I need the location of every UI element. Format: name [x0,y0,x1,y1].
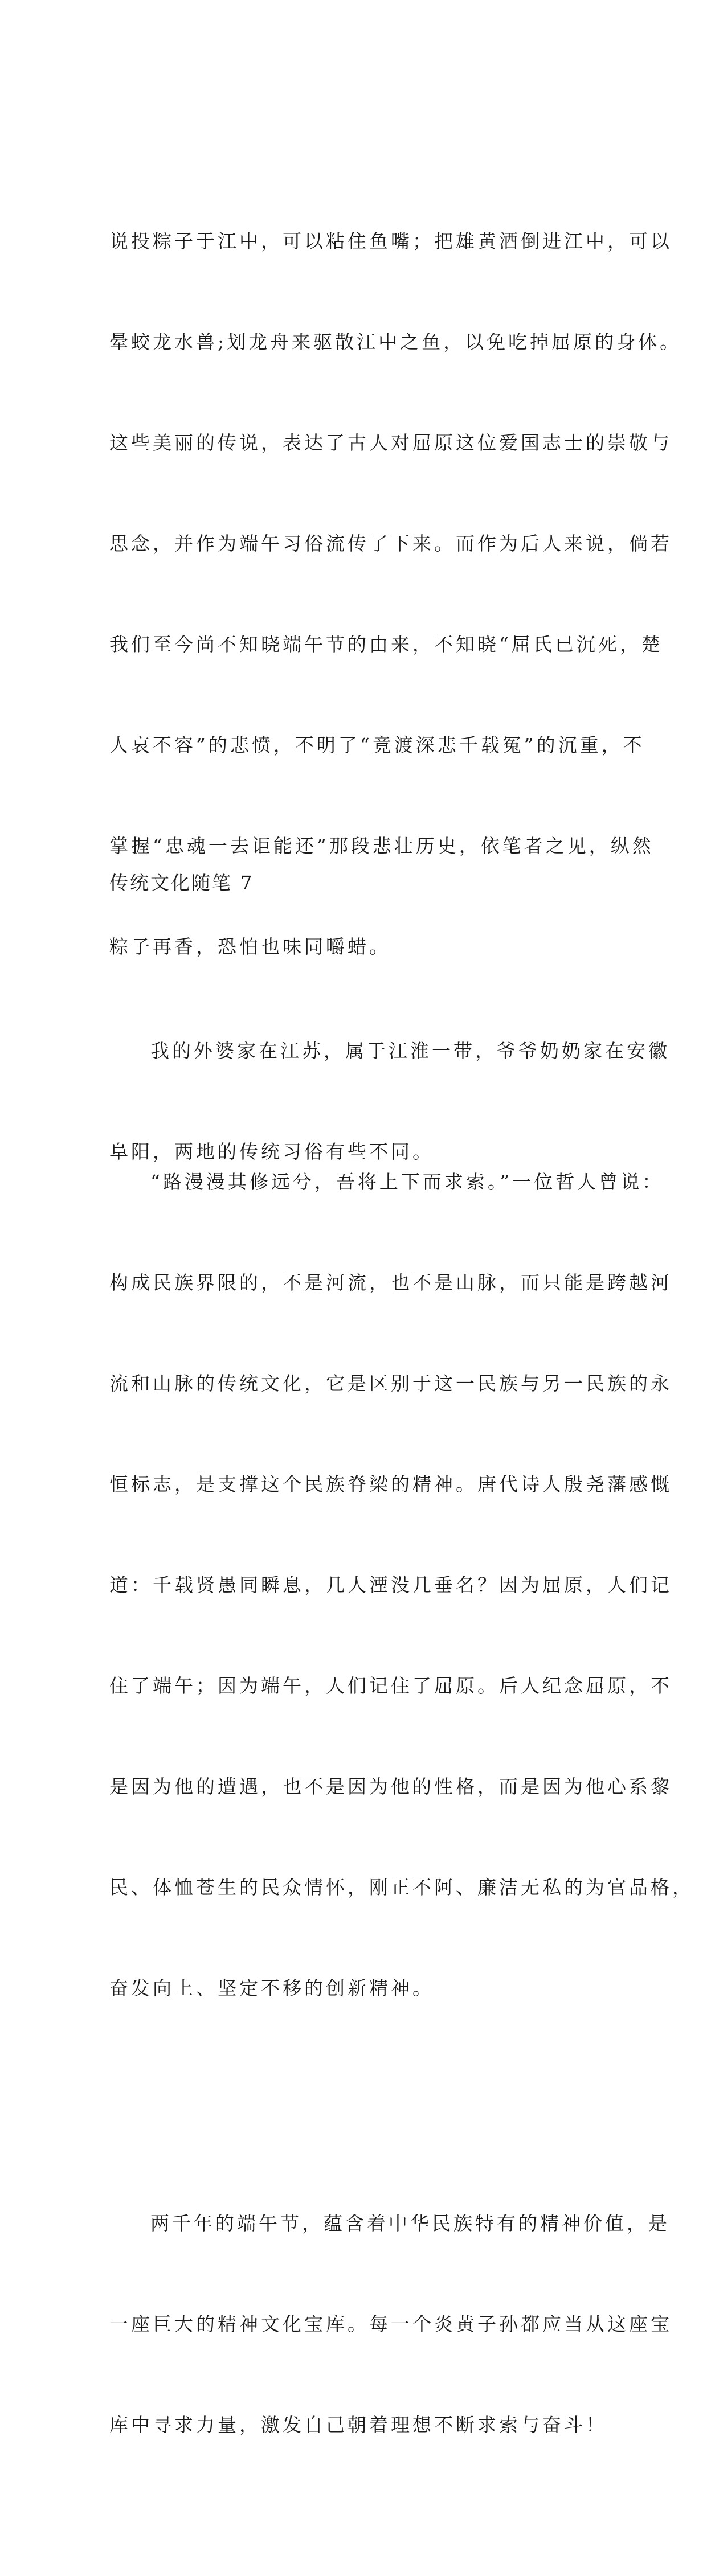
text-line: 阜阳，两地的传统习俗有些不同。 [109,1141,434,1163]
text-line: 这些美丽的传说，表达了古人对屈原这位爱国志士的崇敬与 [109,432,672,454]
text-line: 我们至今尚不知晓端午节的由来，不知晓“屈氏已沉死，楚 [109,633,663,655]
text-line: 一座巨大的精神文化宝库。每一个炎黄子孙都应当从这座宝 [109,2313,672,2335]
text-line: 说投粽子于江中，可以粘住鱼嘴；把雄黄酒倒进江中，可以 [109,230,672,252]
text-line: 晕蛟龙水兽;划龙舟来驱散江中之鱼，以免吃掉屈原的身体。 [109,331,682,353]
text-line: 掌握“忠魂一去讵能还”那段悲壮历史，依笔者之见，纵然 [109,835,654,857]
text-line: 恒标志，是支撑这个民族脊梁的精神。唐代诗人殷尧藩感慨 [109,1473,672,1495]
text-line: 道：千载贤愚同瞬息，几人湮没几垂名？因为屈原，人们记 [109,1574,672,1596]
text-line: 思念，并作为端午习俗流传了下来。而作为后人来说，倘若 [109,532,672,555]
section-heading: 传统文化随笔 7 [109,872,254,894]
paragraph [109,2139,672,2509]
text-line: 人哀不容”的悲愤，不明了“竟渡深悲千载冤”的沉重，不 [109,734,645,756]
essay-section-7 [109,799,672,1303]
text-line: 是因为他的遭遇，也不是因为他的性格，而是因为他心系黎 [109,1775,672,1798]
text-line: 奋发向上、坚定不移的创新精神。 [109,1977,434,1999]
text-line: “路漫漫其修远兮，吾将上下而求索。”一位哲人曾说： [150,1171,664,1193]
text-line: 住了端午；因为端午，人们记住了屈原。后人纪念屈原，不 [109,1675,672,1697]
text-line: 构成民族界限的，不是河流，也不是山脉，而只能是跨越河 [109,1271,672,1294]
text-line: 流和山脉的传统文化，它是区别于这一民族与另一民族的永 [109,1372,672,1394]
paragraph [109,967,670,1236]
text-line: 两千年的端午节，蕴含着中华民族特有的精神价值，是 [150,2212,670,2234]
text-line: 库中寻求力量，激发自己朝着理想不断求索与奋斗！ [109,2414,607,2436]
text-line: 民、体恤苍生的民众情怀，刚正不阿、廉洁无私的为官品格， [109,1876,694,1898]
text-line: 我的外婆家在江苏，属于江淮一带，爷爷奶奶家在安徽 [150,1040,670,1062]
text-line: 粽子再香，恐怕也味同嚼蜡。 [109,936,391,958]
essay-body [109,90,694,2576]
